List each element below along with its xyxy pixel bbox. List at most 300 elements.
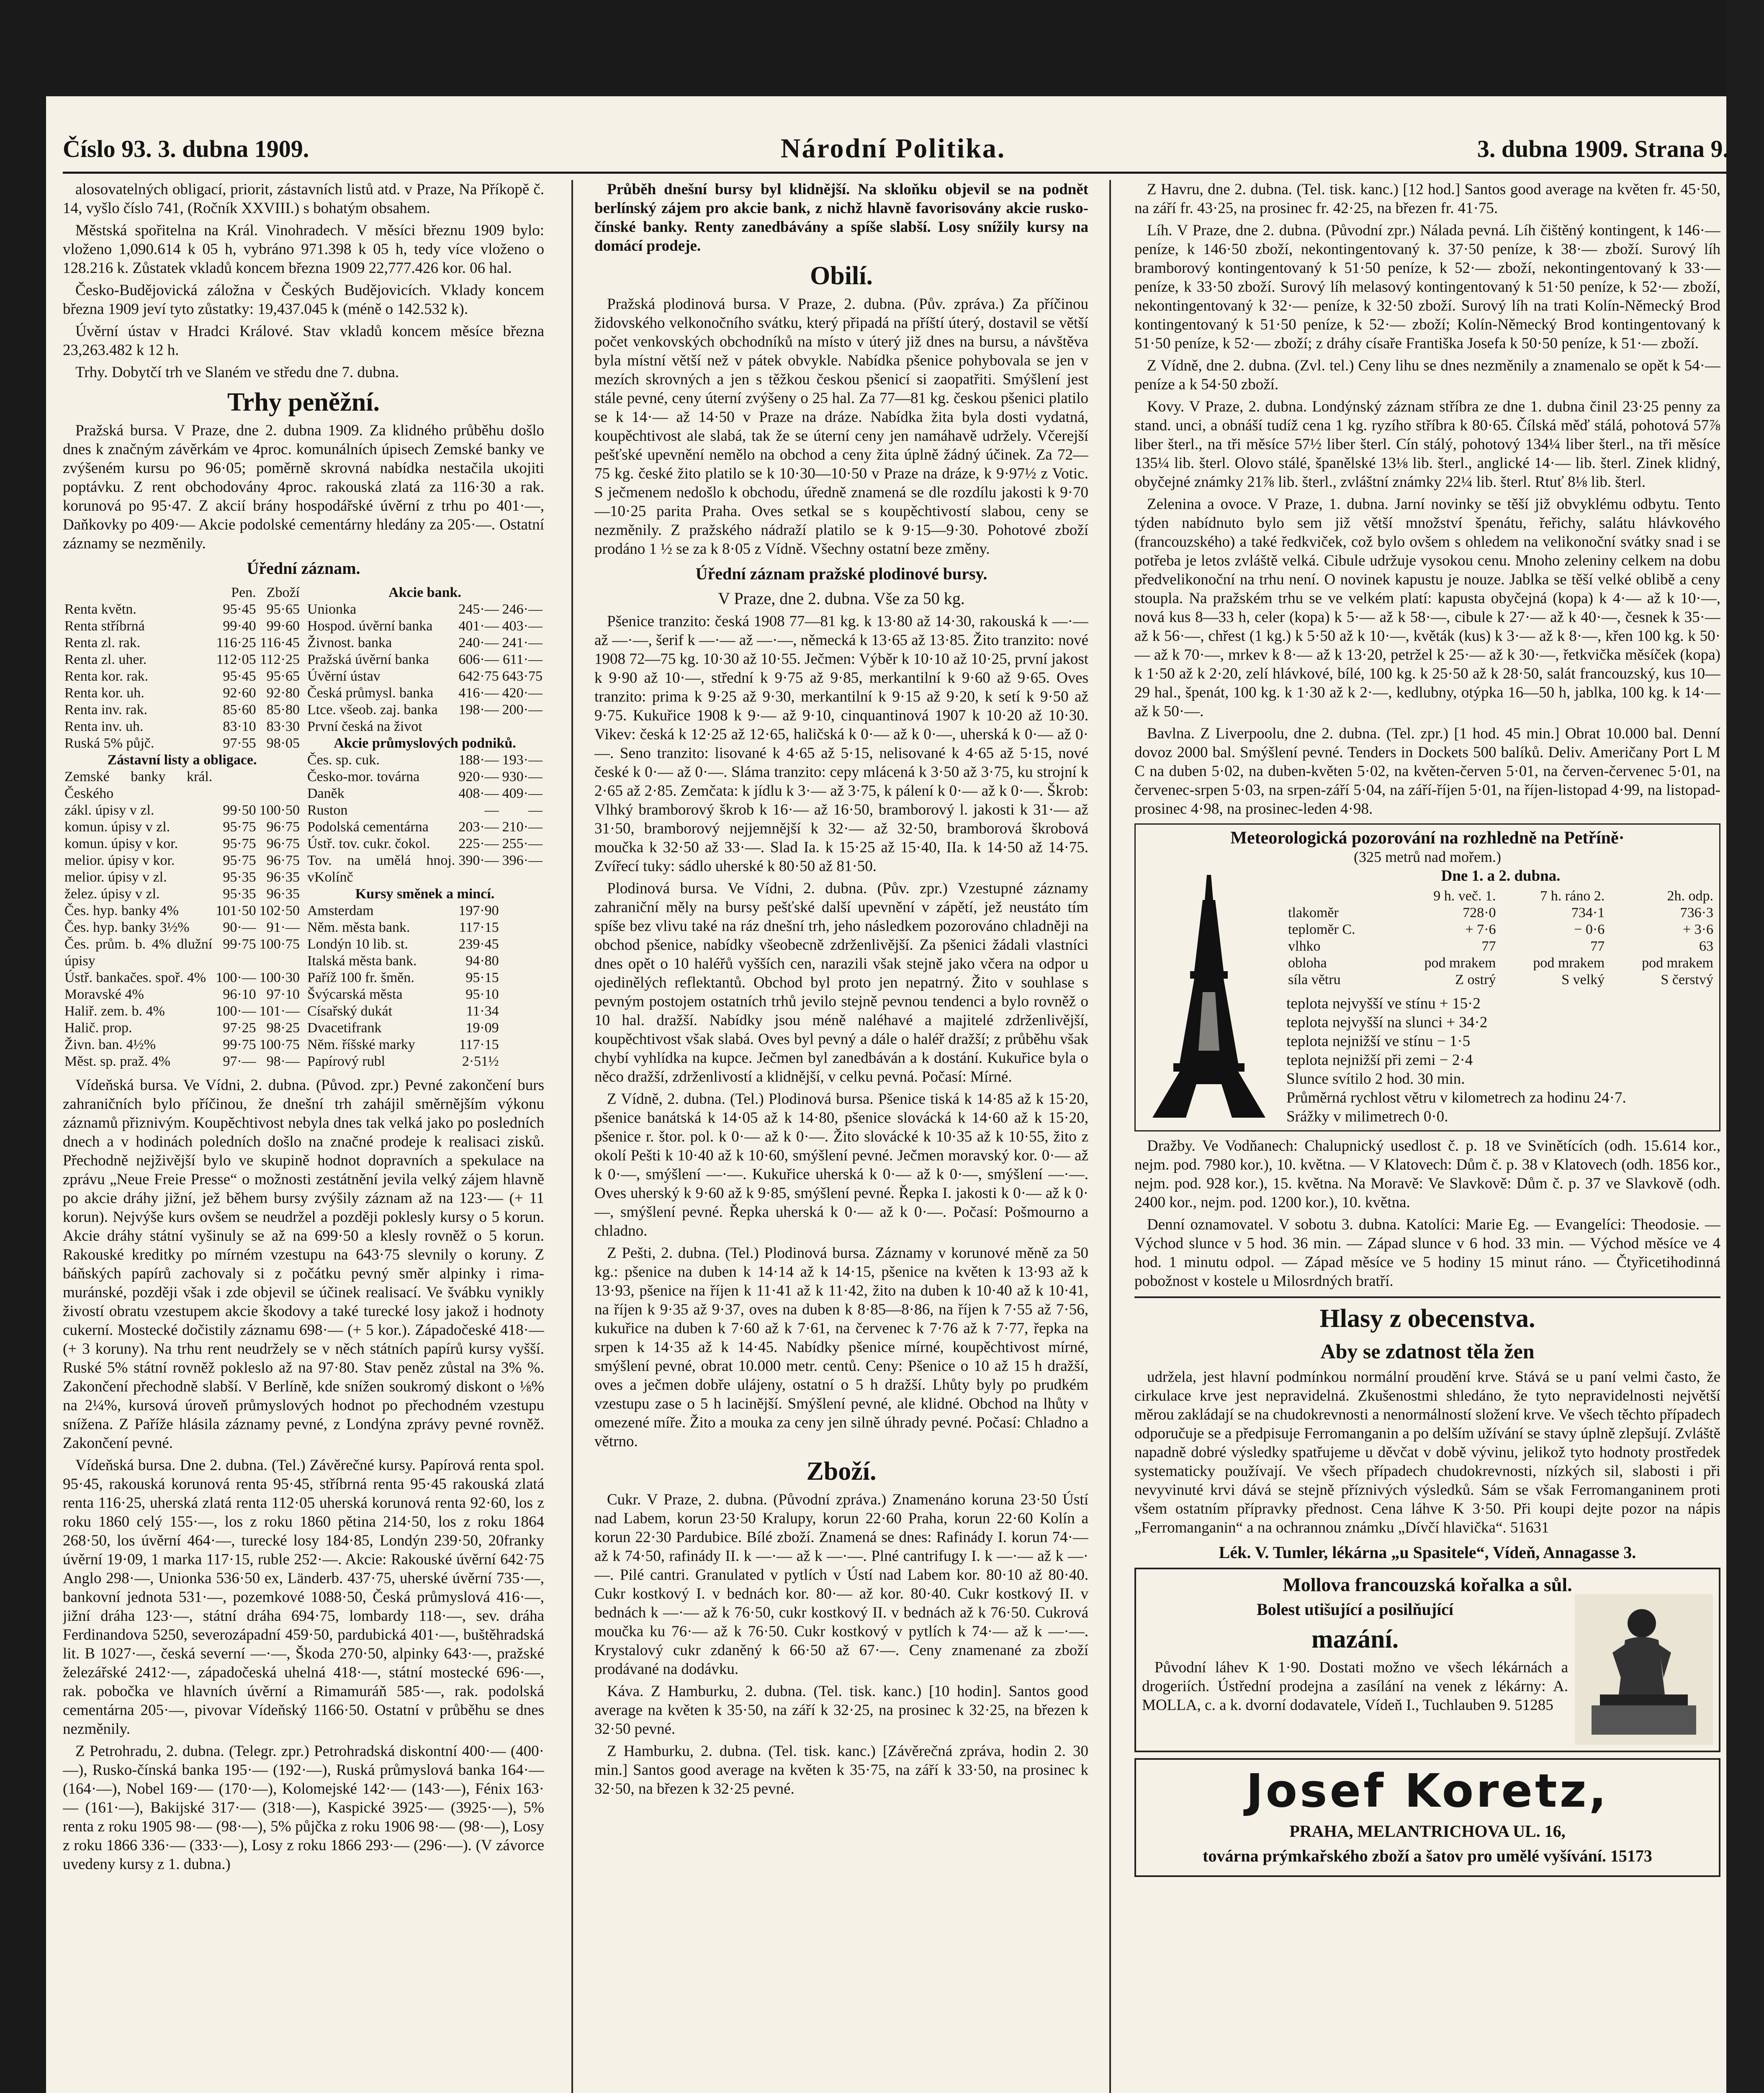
table-row [63, 702, 301, 718]
table-cell: Paříž 100 fr. šměn. [307, 970, 414, 985]
table-row [306, 651, 544, 668]
weather-report [1134, 823, 1720, 1131]
ad-sub: Bolest utišující a posilňující [1256, 1600, 1454, 1619]
table-row [306, 903, 544, 919]
table-header-row [63, 584, 301, 601]
table-subheading: Zástavní listy a obligace. [107, 752, 257, 768]
table-cell: Renta kor. uh. [64, 685, 144, 701]
table-cell [501, 718, 544, 735]
quotes-tables [63, 582, 544, 1076]
smenky-body [306, 903, 544, 1070]
table-row [306, 769, 544, 785]
paragraph: Původní láhev K 1·90. Dostati možno ve všech lékárnách a drogeriích. Ústřední prodejna a zasílání na venek z lékárny: A. MOLLA, c. a k. dvorní dodavatele, Vídeň I., Tuchlauben 9. 51285 [1142, 1659, 1568, 1714]
table-cell: 246·— [502, 602, 543, 617]
table-cell: 116·25 [216, 635, 256, 651]
rent-table [63, 584, 301, 1070]
paragraph: Bavlna. Z Liverpoolu, dne 2. dubna. (Tel. zpr.) [1 hod. 45 min.] Obrat 10.000 bal. Denní dovoz 2000 bal. Smýšlení pevné. Tenders in Dockets 500 balíků. Deliv. Američany Port L M C na duben 5·02, na duben-květen 5·02, na květen-červen 5·01, na červen-červenec 5·01, na červenec-srpen 5·03, na srpen-září 5·04, na září-říjen 5·01, na říjen-listopad 4·99, na listopad-prosinec 4·98, na prosinec-leden 4·98. [1134, 725, 1720, 818]
table-cell: 99·75 [223, 1037, 256, 1052]
table-cell: 98·— [266, 1054, 300, 1069]
weather-title: Meteorologická pozorování na rozhledně na Petříně· [1230, 828, 1625, 848]
table-cell: 99·40 [223, 618, 256, 634]
paragraph: udržela, jest hlavní podmínkou normální proudění krve. Stává se u paní velmi často, že cirkulace krve jest nepravidelná. Zkušenostmi shledáno, že tyto nepravidelnosti největší měrou zakládají se na chudokrevnosti a nenormálností složení krve. Ve všech těchto případech odporučuje se a předpisuje Ferromanganin a po delším užívání se stavy úplně zlepšují. Zvláště napadně dobré výsledky spatřujeme u děvčat v době vývinu, jelikož tyto hodnoty prostředek systematicky používají. Ve všech případech chudokrevnosti, nízkých sil, slabosti i při nevyvinuté krvi dává se stejně příznivých výsledků. Sám se však Ferromanganinem proti všem ostatním přípravky přednost. Cena láhve K 3·50. Při koupi dejte pozor na nápis „Ferromanganin“ a na ochrannou známku „Dívčí hlavička“. 51631 [1134, 1368, 1720, 1536]
table-row [306, 953, 544, 969]
table-cell: 409·— [502, 786, 543, 801]
table-cell: − 0·6 [1574, 922, 1605, 937]
weather-line: teplota nejvyšší ve stínu + 15·2 [1286, 995, 1481, 1012]
ad-text [1142, 1594, 1568, 1718]
table-cell: 95·75 [223, 836, 256, 851]
weather-line: teplota nejvyšší na slunci + 34·2 [1286, 1014, 1488, 1031]
table-cell: teploměr C. [1288, 922, 1355, 937]
paragraph: Z Pešti, 2. dubna. (Tel.) Plodinová bursa. Záznamy v korunové měně za 50 kg.: pšenice na duben k 14·14 až k 14·15, pšenice na květen k 13·93 až k 13·93, pšenice na říjen k 11·41 až k 11·42, žito na duben k 10·40 až k 10·41, na říjen k 9·35 až 9·37, oves na duben k 8·85—8·86, na říjen k 7·55 až 7·56, kukuřice na duben k 7·60 až k 7·61, na červenec k 7·76 až k 7·77, řepka na srpen k 14·35 až k 14·45. Nabídky pšenice mírné, koupěchtivost mírné, smýšlení pevné, obrat 10.000 metr. centů. Ceny: Pšenice o 10 až 15 h dražší, oves a ječmen dobře ulájeny, ostatní o 5 h dražší. Lhůty byly po prudkém vzestupu zase o 5 h lacinější. Smýšlení pevné, ale klidné. Obchod na lhůty v omezené míře. Žito a mouka za ceny jen silně úhrady pevné. Počasí: Chladno a větrno. [594, 1244, 1088, 1450]
table-cell: 611·— [502, 652, 543, 667]
weather-body [1140, 867, 1715, 1126]
table-cell: Česko-mor. továrna [307, 769, 420, 784]
table-cell: Dvacetifrank [307, 1020, 382, 1036]
table-cell: obloha [1288, 955, 1327, 971]
newspaper-page [63, 126, 1729, 2093]
table-cell: Pražská úvěrní banka [307, 652, 429, 667]
bather-illustration-icon [1575, 1594, 1713, 1745]
column-3 [1134, 180, 1720, 2093]
table-cell: 239·45 [458, 936, 499, 952]
table-cell: pod mrakem [1533, 955, 1605, 971]
table-cell: 225·— [458, 836, 499, 851]
table-cell: Amsterdam [307, 903, 374, 918]
molla-advertisement [1134, 1568, 1720, 1752]
paragraph: Z Hamburku, 2. dubna. (Tel. tisk. kanc.) [Závěrečná zpráva, hodin 2. 30 min.] Santos good average na květen k 35·75, na září k 33·50, na prosinec k 32·50, na březen k 32·25 pevné. [594, 1743, 1088, 1797]
table-header-cell: 2h. odp. [1667, 888, 1713, 904]
table-cell: Hospod. úvěrní banka [307, 618, 433, 634]
table-cell: 193·— [502, 752, 543, 768]
table-cell: 241·— [502, 635, 543, 651]
table-row [1286, 905, 1715, 921]
paragraph: Česko-Budějovická záložna v Českých Budějovicích. Vklady koncem března 1909 jeví tyto zůstatky: 19,437.045 k (méně o 142.532 k). [63, 282, 544, 318]
table-cell: 99·75 [223, 936, 256, 952]
section-heading: Obilí. [810, 262, 873, 290]
paragraph: Pražská bursa. V Praze, dne 2. dubna 1909. Za klidného průběhu došlo dnes k značným závěrkám ve 4proc. komunálních úpisech Zemské banky ve zvýšeném kursu po 96·05; poměrně skrovná nabídka nestačila ukojiti poptávku. Z rent obchodovány 4proc. rakouská zlatá za 116·30 a rak. korunová po 95·47. Z akcií brány hospodářské úvěrní z trhu po 401·—, Daňkovky po 409·— Akcie podolské cementárny hledány za 205·—. Ostatní záznamy se nezměnily. [63, 422, 544, 552]
table-cell: 101·50 [216, 903, 256, 918]
table-cell: 420·— [502, 685, 543, 701]
table-row [306, 702, 544, 718]
table-row [306, 1003, 544, 1020]
table-cell: 210·— [502, 819, 543, 835]
table-row [63, 936, 301, 969]
table-cell: Ústř. bankačes. spoř. 4% [64, 970, 206, 985]
table-row [63, 986, 301, 1003]
table-cell: 19·09 [465, 1020, 499, 1036]
weather-line: teplota nejnižší ve stínu − 1·5 [1286, 1033, 1471, 1050]
weather-data [1286, 867, 1715, 1126]
table-cell: Moravské 4% [64, 987, 144, 1002]
table-cell: 94·80 [465, 953, 499, 969]
scan-border-top [0, 0, 1764, 96]
table-cell: S čerstvý [1661, 972, 1713, 987]
table-cell: 100·50 [259, 802, 300, 818]
weather-line: Slunce svítilo 2 hod. 30 min. [1286, 1070, 1465, 1088]
table-row [306, 718, 544, 735]
table-cell: Ruská 5% půjč. [64, 735, 154, 751]
table-cell: První česká na život [307, 719, 422, 734]
table-row [63, 1036, 301, 1053]
table-cell: 920·— [458, 769, 499, 784]
table-cell: Živn. ban. 4½% [64, 1037, 156, 1052]
table-header-cell: Pen. [231, 585, 256, 600]
table-cell: Unionka [307, 602, 357, 617]
table-cell [457, 718, 500, 735]
table-cell: 96·75 [266, 836, 300, 851]
table-cell: 11·34 [466, 1003, 499, 1019]
table-cell: 99·50 [223, 802, 256, 818]
table-cell: Tov. na umělá hnoj. vKolínč [307, 853, 455, 885]
table-cell: 83·30 [266, 719, 300, 734]
table-row [63, 852, 301, 869]
page-info: 3. dubna 1909. Strana 9. [1477, 135, 1729, 162]
paragraph: Průběh dnešní bursy byl klidnější. Na skloňku objevil se na podnět berlínský zájem pro akcie bank, z nichž hlavně favorisovány akcie rusko-čínské banky. Renty zanedbávány a spíše slabší. Losy snížily kursy na domácí prodeje. [594, 181, 1088, 255]
table-subheading-row [63, 752, 301, 769]
table-cell: 97·25 [223, 1020, 256, 1036]
table-row [63, 735, 301, 752]
paragraph: Denní oznamovatel. V sobotu 3. dubna. Katolíci: Marie Eg. — Evangelíci: Theodosie. — Východ slunce v 5 hod. 36 min. — Západ slunce v 6 hod. 33 min. — Východ měsíce ve 4 hod. 1 minutu odpol. — Západ měsíce ve 5 hodiny 15 minut ráno. — Čtyřicetihodinná pobožnost v kostele u Milosrdných bratří. [1134, 1216, 1720, 1290]
table-subheading: Akcie průmyslových podniků. [334, 735, 516, 751]
table-cell: 92·60 [223, 685, 256, 701]
table-cell: Daněk [307, 786, 345, 801]
table-header-row [1286, 888, 1715, 905]
table-cell: Renta inv. uh. [64, 719, 144, 734]
table-cell: 403·— [502, 618, 543, 634]
ad-company-name: Josef Koretz, [1246, 1764, 1609, 1818]
table-cell: 98·25 [266, 1020, 300, 1036]
weather-rows [1286, 905, 1715, 988]
column-1 [63, 180, 544, 2093]
table-cell: 112·25 [260, 652, 300, 667]
table-cell: 734·1 [1571, 905, 1605, 921]
table-subheading-row [306, 886, 544, 903]
table-cell: 102·50 [259, 903, 300, 918]
table-cell: Londýn 10 lib. st. [307, 936, 408, 952]
paragraph: alosovatelných obligací, priorit, zástavních listů atd. v Praze, Na Příkopě č. 14, vyšlo číslo 741, (Ročník XXVIII.) s bohatým obsahem. [63, 181, 544, 217]
koretz-advertisement [1134, 1758, 1720, 1877]
akcie-table [306, 584, 544, 1070]
table-cell: Čes. prům. b. 4% dlužní úpisy [64, 936, 213, 969]
table-cell [214, 769, 257, 802]
table-row [63, 769, 301, 802]
rents-body [63, 601, 301, 752]
table-row [306, 1020, 544, 1036]
table-cell: komun. úpisy v kor. [64, 836, 178, 851]
table-cell: 63 [1699, 939, 1713, 954]
table-row [306, 618, 544, 635]
table-row [306, 836, 544, 852]
table-cell: 100·75 [259, 1037, 300, 1052]
weather-extra [1286, 994, 1715, 1126]
table-cell: Něm. města bank. [307, 920, 410, 935]
paragraph: Zelenina a ovoce. V Praze, 1. dubna. Jarní novinky se těší již obvyklému odbytu. Tento týden nabídnuto bylo sem již větší množství špenátu, řeřichy, salátu hlávkového (francouzského) a také ředkviček, což bylo ovšem s ohledem na velikonoční svátky snad i se potřeba je letos zvláště velká. Cibule udržuje vysokou cenu. Mnoho zeleniny celkem na dobu předvelikonoční na trhu není. O novinek kapustu je nouze. Jablka se těší velké oblibě a ceny stoupla. Na pražském trhu se ve velkém platí: kapusta obyčejná (kopa) k 4·— až k 10·—, nová kus 8—33 h, celer (kopa) k 5·— až k 58·—, cibule k 27·— až k 40·—, česnek k 35·— až k 56·—, chřest (1 kg.) k 5·50 až k 10·—, květák (kus) k 3·— až k 8·—, křen 100 kg. k 50·— až k 70·—, mrkev k 8·— až k 13·20, petržel k 25·— až k 30·—, řetkvička měsíček (kopa) k 1·50 až k 2·20, zelí hlávkové, bílé, 100 kg. k 25·50 až k 28·50, salát francouzský, kus 10—29 hal., špenát, 100 kg. k 1·30 až k 2·—, kedlubny, otýpka 16—50 h, jablka, 100 kg. k 14·— až k 50·—. [1134, 496, 1720, 720]
table-row [63, 718, 301, 735]
table-cell: Úvěrní ústav [307, 669, 381, 684]
zastavni-body [63, 769, 301, 1070]
table-row [1286, 921, 1715, 938]
table-cell: Renta kor. rak. [64, 669, 149, 684]
table-cell: 97·— [223, 1054, 256, 1069]
table-cell: 728·0 [1463, 905, 1496, 921]
table-cell: komun. úpisy v zl. [64, 819, 170, 835]
table-cell: 101·— [259, 1003, 300, 1019]
table-cell: Čes. sp. cuk. [307, 752, 380, 768]
table-cell: Něm. říšské marky [307, 1037, 415, 1052]
table-row [306, 668, 544, 685]
akcie-body [306, 601, 544, 735]
table-row [63, 1003, 301, 1020]
table-row [306, 785, 544, 802]
table-row [306, 936, 544, 953]
table-row [1286, 938, 1715, 955]
table-cell: 188·— [458, 752, 499, 768]
paragraph: Z Vídně, 2. dubna. (Tel.) Plodinová bursa. Pšenice tiská k 14·85 až k 15·20, pšenice banátská k 14·05 až k 14·80, pšenice slovácká k 14·60 až k 15·20, pšenice r. štor. pol. k 0·— až k 0·—. Žito slovácké k 10·35 až k 10·55, žito z okolí Pešti k 10·40 až k 10·60, smýšlení pevné. Ječmen moravský kor. 0·— až k 0·—, smýšlení —·—. Kukuřice uherská k 0·— až k 0·—, smýšlení —·—. Oves uherský k 9·60 až k 9·85, smýšlení pevné. Řepka I. jakosti k 0·— až k 0·—, smýšlení pevné. Řepka uherská k 0·— až k 0·—. Počasí: Pošmourno a chladno. [594, 1090, 1088, 1239]
table-cell: Italská města bank. [307, 953, 417, 969]
table-cell: 416·— [458, 685, 499, 701]
table-cell: S velký [1561, 972, 1605, 987]
table-cell: 100·30 [259, 970, 300, 985]
table-cell: 117·15 [459, 1037, 499, 1052]
table-cell: 95·65 [266, 602, 300, 617]
table-cell: 100·75 [259, 936, 300, 952]
table-row [63, 668, 301, 685]
table-cell: 96·75 [266, 819, 300, 835]
table-cell: 112·05 [216, 652, 256, 667]
table-row [63, 1020, 301, 1036]
table-subheading-row [306, 735, 544, 752]
column-rule [1109, 180, 1111, 2093]
table-header-cell: 7 h. ráno 2. [1540, 888, 1605, 904]
table-cell: — [528, 802, 543, 818]
table-cell: 95·35 [223, 886, 256, 902]
table-cell: 95·10 [465, 987, 499, 1002]
table-cell: Haliř. zem. b. 4% [64, 1003, 165, 1019]
table-cell: 408·— [458, 786, 499, 801]
table-cell: pod mrakem [1642, 955, 1713, 971]
table-cell: 83·10 [223, 719, 256, 734]
table-cell: 90·— [223, 920, 256, 935]
table-cell: 643·75 [502, 669, 543, 684]
divider [1134, 1296, 1720, 1298]
paragraph: Z Vídně, dne 2. dubna. (Zvl. tel.) Ceny lihu se dnes nezměnily a znamenalo se opět k 54·— peníze a k 54·50 zboží. [1134, 357, 1720, 393]
table-cell: 100·— [216, 1003, 256, 1019]
scan-border-left [0, 0, 46, 2093]
table-row [63, 635, 301, 651]
table-cell: Papírový rubl [307, 1054, 386, 1069]
table-cell: Živnost. banka [307, 635, 392, 651]
paragraph: Kovy. V Praze, 2. dubna. Londýnský záznam stříbra ze dne 1. dubna činil 23·25 penny za stand. unci, a obnáší tudíž cena 1 kg. ryzího stříbra k 80·65. Čílská měď stálá, pohotová 57⅞ liber šterl., na tři měsíce 57½ liber šterl. Cín stálý, pohotový 134¼ liber šterl., na tři měsíce 135¼ lib. šterl. Olovo stálé, španělské 13⅛ lib. šterl., anglické 14·— lib. šterl. Zinek klidný, obyčejné známky 21⅞ lib. šterl., zvláštní známky 22¼ lib. šterl. Rtuť 8⅛ lib. šterl. [1134, 398, 1720, 491]
table-cell: + 7·6 [1465, 922, 1496, 937]
paragraph: Líh. V Praze, dne 2. dubna. (Původní zpr.) Nálada pevná. Líh čištěný kontingent, k 146·— peníze, k 146·50 zboží, nekontingentovaný k. 37·50 peníze, k 38·— zboží. Surový líh bramborový kontingentovaný k 51·50 peníze, k 52·— zboží, nekontingentovaný k 33·— peníze, k 33·50 zboží. Surový líh melasový kontingentovaný k 51·50 peníze, k 52·— zboží, nekontingentovaný k 32·— peníze, k 32·50 zboží. Surový líh na trati Kolín-Německý Brod kontingentovaný k 51·50 peníze, k 52·— zboží; Kolín-Německý Brod kontingentovaný k 51·50 peníze, k 52·— zboží; z dráhy císaře Františka Josefa k 50·50 peníze, k 51·— zboží. [1134, 222, 1720, 352]
table-header-cell [63, 584, 214, 601]
table-cell: Čes. hyp. banky 3½% [64, 920, 190, 935]
table-cell: Ruston [307, 802, 348, 818]
table-cell: 198·— [458, 702, 499, 717]
subsection-sub: V Praze, dne 2. dubna. Vše za 50 kg. [718, 589, 965, 608]
table-row [63, 836, 301, 852]
table-cell: vlhko [1288, 939, 1321, 954]
ad-description: továrna prýmkařského zboží a šatov pro umělé vyšívání. 15173 [1203, 1846, 1652, 1865]
table-cell: Renta zl. uher. [64, 652, 147, 667]
subsection-heading: Úřední záznam pražské plodinové bursy. [695, 564, 987, 583]
paragraph: Pšenice tranzito: česká 1908 77—81 kg. k 13·80 až 14·30, rakouská k —·— až —·—, šerif k —·— až —·—, německá k 13·65 až 13·85. Žito tranzito: nové 1908 72—75 kg. 10·30 až 10·55. Ječmen: Výběr k 10·10 až 10·25, první jakost k 9·90 až 10·—, střední k 9·75 až 9·85, merkantilní k 9·60 až 9·65. Oves tranzito: prima k 9·25 až 9·30, merkantilní k 9·15 až 9·20, k setí k 9·50 až 9·75. Kukuřice 1908 k 9·— až 9·10, cinquantinová 1907 k 10·20 až 10·30. Vikev: česká k 12·25 až 12·65, haličská k 0·— až k 0·—, uherská k 0·— až 0·—. Seno tranzito: lisované k 4·65 až 5·15, nelisované k 4·65 až 5·15, nové české k 0·— až 0·—. Sláma tranzito: cepy mlácená k 3·50 až 3·75, ku strojní k 2·65 až 2·85. Zemčata: k jídlu k 3·— až 3·75, k pálení k 0·— až k 0·—. Škrob: Vlhký bramborový škrob k 16·— až 16·50, bramborový l. jakosti k 31·— až 31·50, bramborový nejjemnější k 32·— až 32·50, bramborová škrobová moučka k 32·50 až 33·—. Slad Ia. k 15·25 až 15·40, IIa. k 14·50 až 14·75. Zvířecí tuky: sádlo uherské k 80·50 až 81·50. [594, 613, 1088, 875]
newspaper-title: Národní Politika. [780, 133, 1006, 164]
table-cell: Z ostrý [1455, 972, 1496, 987]
table-header-cell: Zboží [266, 585, 300, 600]
table-cell: — [484, 802, 499, 818]
table-cell: Čes. hyp. banky 4% [64, 903, 179, 918]
table-cell: Měst. sp. praž. 4% [64, 1054, 171, 1069]
table-row [1286, 972, 1715, 988]
weather-line: Průměrná rychlost větru v kilometrech za hodinu 24·7. [1286, 1089, 1626, 1106]
table-row [306, 635, 544, 651]
table-cell: 99·60 [266, 618, 300, 634]
table-row [63, 969, 301, 986]
table-cell: 197·90 [458, 903, 499, 918]
paragraph: Z Petrohradu, 2. dubna. (Telegr. zpr.) Petrohradská diskontní 400·— (400·—), Rusko-čínská banka 195·— (192·—), Ruská průmyslová banka 164·— (164·—), Nobel 169·— (170·—), Kolomejské 142·— (143·—), Fénix 163·— (161·—), Bakijské 317·— (318·—), Kaspické 3925·— (3925·—), 5% renta z roku 1905 98·— (98·—), 5% půjčka z roku 1906 98·— (98·—), Losy z roku 1866 336·— (333·—), Losy z roku 1866 293·— (296·—). (V závorce uvedeny kursy z 1. dubna.) [63, 1743, 544, 1873]
table-heading: Úřední záznam. [247, 559, 360, 578]
table-cell: Ltce. všeob. zaj. banka [307, 702, 438, 717]
table-cell: 401·— [458, 618, 499, 634]
table-row [306, 852, 544, 886]
table-row [306, 1036, 544, 1053]
paragraph: Úvěrní ústav v Hradci Králové. Stav vkladů koncem měsíce března 23,263.482 k 12 h. [63, 323, 544, 359]
table-cell: pod mrakem [1424, 955, 1496, 971]
table-cell: Renta inv. rak. [64, 702, 147, 717]
table-subheading-row [306, 584, 544, 601]
table-cell: 240·— [458, 635, 499, 651]
paragraph: Plodinová bursa. Ve Vídni, 2. dubna. (Pův. zpr.) Vzestupné záznamy zahraniční měly na bursy pešťské další upevnění v zápětí, jež neustáto tím spíše bez vlivu také na ráz dnešní trh, jeho následkem pozorováno chladněji na obchod pšenice, nabídky všeobecně zdrženlivější. Za pšenici žádali vlastníci dnes opět o 10 haléřů vyšších cen, narazili však stejně jako včera na odpor u ojedinělých reflektantů. Obchod byl proto jen nepatrný. Žito v souhlase s pevným postojem ostatních trhů jevilo stejně pevnou tendenci a bylo rovněž o 10 hal. dražší. Nabídky jsou méně naléhavé a majitelé zdrženlivější, koupěchtivost však slabá. Oves byl pevný a dále o haléř dražší; z průběhu však chybí vyhlídka na kupce. Ječmen byl zanedbáván a k dostání. Kukuřice byla o něco dražší, zdrženlivostí a klidnější, v celku pevná. Počasí: Mírné. [594, 880, 1088, 1085]
table-row [63, 685, 301, 702]
table-cell: 96·10 [223, 987, 256, 1002]
table-cell: Císařský dukát [307, 1003, 393, 1019]
table-row [306, 969, 544, 986]
table-row [306, 601, 544, 618]
table-subheading: Akcie bank. [388, 585, 461, 600]
table-cell: 95·75 [223, 819, 256, 835]
table-row [306, 919, 544, 936]
weather-line: Srážky v milimetrech 0·0. [1286, 1108, 1448, 1125]
table-cell: Ústř. tov. cukr. čokol. [307, 836, 430, 851]
table-cell: Zemské banky král. Českého [64, 769, 213, 801]
table-header-cell: 9 h. več. 1. [1433, 888, 1496, 904]
table-row [63, 601, 301, 618]
scan-border-right [1726, 0, 1764, 2093]
table-cell: 97·10 [266, 987, 300, 1002]
table-cell: 117·15 [459, 920, 499, 935]
table-cell: 95·75 [223, 853, 256, 868]
table-row [306, 986, 544, 1003]
table-cell: 97·55 [223, 735, 256, 751]
table-cell: želez. úpisy v zl. [64, 886, 160, 902]
table-cell: Podolská cementárna [307, 819, 429, 835]
table-cell: 85·60 [223, 702, 256, 717]
weather-subtitle: (325 metrů nad mořem.) [1354, 849, 1501, 865]
table-subheading: Kursy směnek a mincí. [355, 886, 495, 902]
table-cell: 255·— [502, 836, 543, 851]
ad-sub: mazání. [1311, 1625, 1399, 1653]
ad-heading: Aby se zdatnost těla žen [1320, 1340, 1535, 1363]
table-cell [258, 769, 301, 802]
table-cell: 200·— [502, 702, 543, 717]
table-row [1286, 955, 1715, 972]
table-cell: Švýcarská města [307, 987, 403, 1002]
table-cell: + 3·6 [1683, 922, 1713, 937]
table-row [306, 802, 544, 819]
table-cell: 116·45 [260, 635, 300, 651]
table-cell: melior. úpisy v kor. [64, 853, 175, 868]
table-cell: Renta květn. [64, 602, 136, 617]
table-row [63, 903, 301, 919]
prumysl-body [306, 752, 544, 886]
table-cell: Halič. prop. [64, 1020, 132, 1036]
table-cell: 85·80 [266, 702, 300, 717]
table-header-cell [1286, 888, 1389, 905]
section-heading: Zboží. [806, 1457, 877, 1486]
table-row [63, 869, 301, 886]
ad-address: PRAHA, MELANTRICHOVA UL. 16, [1289, 1822, 1566, 1841]
table-cell: 95·35 [223, 869, 256, 885]
table-row [306, 819, 544, 836]
paragraph: Pražská plodinová bursa. V Praze, 2. dubna. (Pův. zpráva.) Za příčinou židovského velkonočního svátku, který připadá na příští úterý, dostavil se větší počet venkovských obchodníků na místo v úterý již dnes na bursu, a návštěva byla místní větší než v pátek obvykle. Nabídka pšenice pohybovala se jen v mezích skrovných a jen s těžkou českou pšenicí si zaopatřiti. Smýšlení jest stále pevné, ceny úterní zvýšeny o 25 hal. Za 77—81 kg. českou pšenici platilo se k 14·— až 14·50 v Praze na dráze. Nabídka žita byla dosti vydatná, koupěchtivost ale slabá, tak že se úterní ceny jen namáhavě udržely. Včerejší pešťské upevnění nemělo na obchod a ceny žita úplně žádný účinek. Za 72—75 kg. české žito platilo se k 10·30—10·50 v Praze na dráze, k 9·97½ z Votic. S ječmenem nedošlo k obchodu, úředně znamená se dle rozdílu jakosti k 9·70—10·25 parita Praha. Oves setkal se s koupěchtivostí slabou, ceny se nezměnily. Z pražského nádraží platilo se k 9·15—9·30. Pohotové zboží prodáno 1 ½ se za k 8·05 z Vídně. Všechny ostatní beze změny. [594, 296, 1088, 558]
table-row [63, 651, 301, 668]
table-cell: 100·— [216, 970, 256, 985]
table-cell: 95·15 [465, 970, 499, 985]
paragraph: Dražby. Ve Vodňanech: Chalupnický usedlost č. p. 18 ve Svinětících (odh. 15.614 kor., nejm. pod. 7980 kor.), 10. května. — V Klatovech: Dům č. p. 38 v Klatovech (odh. 1856 kor., nejm. pod. 928 kor.), 15. května. Na Moravě: Ve Slavkově: Dům č. p. 37 ve Slavkově (odh. 2400 kor., nejm. pod. 1200 kor.), 10. května. [1134, 1137, 1720, 1211]
table-row [63, 819, 301, 836]
masthead [63, 126, 1729, 174]
table-cell: 930·— [502, 769, 543, 784]
paragraph: Trhy. Dobytčí trh ve Slaném ve středu dne 7. dubna. [75, 364, 399, 381]
table-cell: 96·75 [266, 853, 300, 868]
table-row [63, 886, 301, 903]
table-cell: 396·— [502, 853, 543, 868]
table-row [63, 1053, 301, 1070]
table-cell: 77 [1481, 939, 1496, 954]
table-cell: 95·45 [223, 669, 256, 684]
weather-date: Dne 1. a 2. dubna. [1441, 867, 1561, 885]
table-row [63, 618, 301, 635]
ad-title: Mollova francouzská kořalka a sůl. [1283, 1574, 1572, 1595]
table-cell: Renta stříbrná [64, 618, 145, 634]
weather-line: teplota nejnižší při zemi − 2·4 [1286, 1052, 1473, 1069]
ad-body [1142, 1594, 1713, 1745]
column-rule [571, 180, 573, 2093]
table-cell: 96·35 [266, 869, 300, 885]
table-cell: 95·45 [223, 602, 256, 617]
table-cell: 96·35 [266, 886, 300, 902]
paragraph: Vídeňská bursa. Dne 2. dubna. (Tel.) Závěrečné kursy. Papírová renta spol. 95·45, rakouská korunová renta 95·45, stříbrná renta 95·45 rakouská zlatá renta 116·25, uherská zlatá renta 112·05 uherská korunová renta 92·60, los z roku 1860 celý 155·—, los z roku 1860 pětina 214·50, los z roku 1864 268·50, los úvěrní 464·—, turecké losy 184·85, Londýn 239·50, 20franky úvěrní 19·09, 1 marka 117·15, ruble 252·—. Akcie: Rakouské úvěrní 642·75 Anglo 298·—, Unionka 536·50 ex, Länderb. 437·75, uherské úvěrní 735·—, bankovní jednota 531·—, pozemkové 1088·50, Česká průmyslová 416·—, jižní dráha 123·—, státní dráha 694·75, lombardy 118·—, sev. dráha Ferdinandova 5250, severozápadní 459·50, pardubická 401·—, buštěhradská lit. B 1027·—, česká severní —·—, Škoda 270·50, alpinky 643·—, pražské železářské 2412·—, západočeská uhelná 418·—, státní mostecké 696·—, rak. pobočka ve hlavních úvěrní a Rimamuráň 585·—, rak. podolská cementárna 205·—, pivovar Vídeňský 1166·50. Ostatní v průběhu se dnes nezměnily. [63, 1457, 544, 1738]
paragraph: Z Havru, dne 2. dubna. (Tel. tisk. kanc.) [12 hod.] Santos good average na květen fr. 45·50, na září fr. 43·25, na prosinec fr. 42·25, na březen fr. 41·75. [1134, 181, 1720, 217]
table-cell: Renta zl. rak. [64, 635, 141, 651]
table-cell: Česká průmysl. banka [307, 685, 434, 701]
table-cell: zákl. úpisy v zl. [64, 802, 154, 818]
issue-info: Číslo 93. 3. dubna 1909. [63, 135, 309, 162]
weather-table [1286, 888, 1715, 988]
ad-footer: Lék. V. Tumler, lékárna „u Spasitele“, Vídeň, Annagasse 3. [1219, 1543, 1636, 1562]
table-cell: tlakoměr [1288, 905, 1339, 921]
petrin-tower-icon [1140, 867, 1278, 1126]
table-cell: 736·3 [1680, 905, 1713, 921]
table-cell: 642·75 [458, 669, 499, 684]
section-heading: Trhy peněžní. [227, 388, 380, 417]
table-cell: 203·— [458, 819, 499, 835]
paragraph: Káva. Z Hamburku, 2. dubna. (Tel. tisk. kanc.) [10 hodin]. Santos good average na květen k 35·50, na září k 32·25, na prosinec k 32·25, na březen k 32·50 pevné. [594, 1683, 1088, 1738]
table-cell: síla větru [1288, 972, 1341, 987]
table-cell: melior. úpisy v zl. [64, 869, 167, 885]
